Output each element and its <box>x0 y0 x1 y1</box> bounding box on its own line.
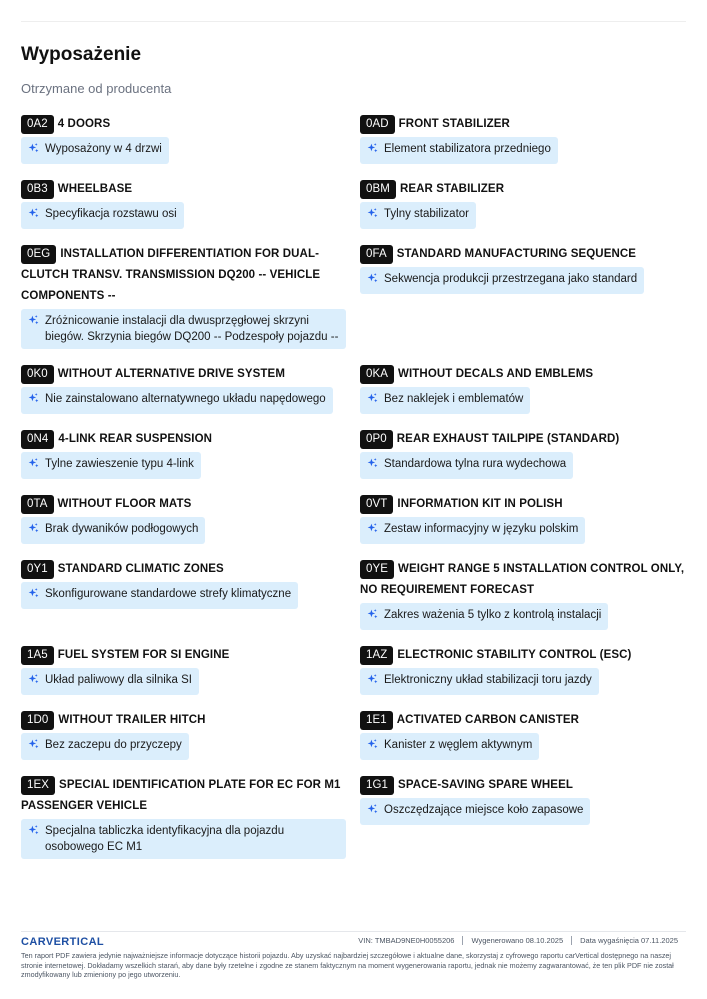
equipment-translation: Specyfikacja rozstawu osi <box>45 208 177 220</box>
equipment-item <box>21 645 346 695</box>
equipment-name: ELECTRONIC STABILITY CONTROL (ESC) <box>397 649 632 661</box>
equipment-code-badge: 0Y1 <box>21 560 54 579</box>
equipment-code-badge: 0B3 <box>21 180 54 199</box>
footer-divider <box>21 931 686 932</box>
sparkle-icon <box>27 586 45 605</box>
equipment-code-badge: 0N4 <box>21 430 54 449</box>
translation-box <box>21 202 184 229</box>
equipment-item <box>21 244 346 349</box>
equipment-translation: Zakres ważenia 5 tylko z kontrolą instalacji <box>384 609 602 621</box>
equipment-code-badge: 0KA <box>360 365 394 384</box>
equipment-code-badge: 1EX <box>21 776 55 795</box>
equipment-code-badge: 0AD <box>360 115 395 134</box>
translation-box <box>21 733 189 760</box>
equipment-item <box>21 494 346 544</box>
equipment-code-badge: 0K0 <box>21 365 54 384</box>
expiry-date: Data wygaśnięcia 07.11.2025 <box>571 936 686 945</box>
equipment-name: SPECIAL IDENTIFICATION PLATE FOR EC FOR M1 PASSENGER VEHICLE <box>21 779 341 812</box>
equipment-header <box>21 775 346 817</box>
equipment-translation: Tylne zawieszenie typu 4-link <box>45 458 194 470</box>
equipment-header <box>360 559 685 601</box>
equipment-item <box>360 494 685 544</box>
equipment-name: STANDARD MANUFACTURING SEQUENCE <box>396 248 637 260</box>
equipment-translation: Standardowa tylna rura wydechowa <box>384 458 567 470</box>
equipment-name: 4-LINK REAR SUSPENSION <box>58 433 213 445</box>
equipment-name: WITHOUT ALTERNATIVE DRIVE SYSTEM <box>57 368 286 380</box>
equipment-item <box>21 179 346 229</box>
sparkle-icon <box>27 206 45 225</box>
equipment-code-badge: 0TA <box>21 495 54 514</box>
sparkle-icon <box>27 391 45 410</box>
sparkle-icon <box>27 313 45 332</box>
equipment-name: WEIGHT RANGE 5 INSTALLATION CONTROL ONLY, NO REQUIREMENT FORECAST <box>360 563 685 596</box>
equipment-translation: Brak dywaników podłogowych <box>45 523 199 535</box>
sparkle-icon <box>366 271 384 290</box>
page-subtitle: Otrzymane od producenta <box>21 81 172 96</box>
equipment-name: REAR EXHAUST TAILPIPE (STANDARD) <box>396 433 620 445</box>
equipment-code-badge: 1A5 <box>21 646 54 665</box>
translation-box <box>360 452 573 479</box>
translation-box <box>360 733 539 760</box>
equipment-name: INSTALLATION DIFFERENTIATION FOR DUAL-CLUTCH TRANSV. TRANSMISSION DQ200 -- VEHICLE COMPONENTS -- <box>21 248 321 302</box>
equipment-header <box>360 364 685 385</box>
equipment-code-badge: 0FA <box>360 245 393 264</box>
translation-box <box>21 387 333 414</box>
equipment-item <box>360 775 685 859</box>
equipment-header <box>21 645 346 666</box>
sparkle-icon <box>366 802 384 821</box>
equipment-header <box>21 114 346 135</box>
equipment-code-badge: 1AZ <box>360 646 393 665</box>
equipment-translation: Układ paliwowy dla silnika SI <box>45 674 193 686</box>
generated-date: Wygenerowano 08.10.2025 <box>462 936 571 945</box>
equipment-item <box>360 710 685 760</box>
equipment-code-badge: 0EG <box>21 245 56 264</box>
carvertical-logo: CARVERTICAL <box>21 936 105 948</box>
equipment-code-badge: 1D0 <box>21 711 54 730</box>
equipment-name: WHEELBASE <box>57 183 133 195</box>
equipment-item <box>21 364 346 414</box>
equipment-translation: Elektroniczny układ stabilizacji toru jazdy <box>384 674 592 686</box>
translation-box <box>21 309 346 349</box>
translation-box <box>360 668 599 695</box>
equipment-translation: Element stabilizatora przedniego <box>384 143 551 155</box>
sparkle-icon <box>27 521 45 540</box>
equipment-code-badge: 1G1 <box>360 776 394 795</box>
equipment-item <box>21 710 346 760</box>
equipment-name: REAR STABILIZER <box>399 183 505 195</box>
sparkle-icon <box>366 456 384 475</box>
disclaimer: Ten raport PDF zawiera jedynie najważniejsze informacje dotyczące historii pojazdu. Aby uzyskać najbardziej szczegółowe i aktualne dane, skorzystaj z cyfrowego raportu carVertical dostępnego na naszej stronie internetowej. Dokładamy wszelkich starań, aby dane były rzetelne i zgodne ze stanem faktycznym na moment wygenerowania raportu, jednak nie możemy zagwarantować, że ten plik PDF nie został zmodyfikowany lub zmieniony po jego utworzeniu. <box>21 951 674 979</box>
equipment-item <box>21 775 346 859</box>
equipment-header <box>21 494 346 515</box>
equipment-translation: Sekwencja produkcji przestrzegana jako standard <box>384 273 638 285</box>
sparkle-icon <box>27 141 45 160</box>
equipment-code-badge: 1E1 <box>360 711 393 730</box>
translation-box <box>360 387 530 414</box>
equipment-item <box>21 429 346 479</box>
equipment-item <box>21 114 346 164</box>
equipment-translation: Zestaw informacyjny w języku polskim <box>384 523 579 535</box>
equipment-translation: Specjalna tabliczka identyfikacyjna dla pojazdu osobowego EC M1 <box>45 825 285 853</box>
equipment-header <box>360 775 685 796</box>
equipment-translation: Zróżnicowanie instalacji dla dwusprzęgłowej skrzyni biegów. Skrzynia biegów DQ200 -- Podzespoły pojazdu -- <box>45 315 339 343</box>
equipment-list <box>21 114 686 874</box>
equipment-name: FUEL SYSTEM FOR SI ENGINE <box>57 649 230 661</box>
equipment-code-badge: 0P0 <box>360 430 393 449</box>
equipment-translation: Wyposażony w 4 drzwi <box>45 143 162 155</box>
equipment-header <box>21 710 346 731</box>
top-divider <box>21 21 686 22</box>
sparkle-icon <box>366 607 384 626</box>
equipment-item <box>360 244 685 349</box>
vin-label: VIN: TMBAD9NE0H0055206 <box>358 936 455 945</box>
sparkle-icon <box>27 737 45 756</box>
equipment-header <box>360 179 685 200</box>
equipment-name: FRONT STABILIZER <box>398 118 510 130</box>
translation-box <box>21 668 199 695</box>
equipment-item <box>360 429 685 479</box>
equipment-code-badge: 0YE <box>360 560 394 579</box>
equipment-item <box>360 364 685 414</box>
equipment-header <box>21 364 346 385</box>
equipment-header <box>21 429 346 450</box>
translation-box <box>360 603 608 630</box>
translation-box <box>360 267 644 294</box>
equipment-code-badge: 0BM <box>360 180 396 199</box>
equipment-header <box>21 179 346 200</box>
equipment-header <box>21 244 346 307</box>
equipment-translation: Oszczędzające miejsce koło zapasowe <box>384 804 584 816</box>
equipment-name: WITHOUT FLOOR MATS <box>57 498 192 510</box>
sparkle-icon <box>366 521 384 540</box>
equipment-translation: Bez naklejek i emblematów <box>384 393 524 405</box>
page-title: Wyposażenie <box>21 44 142 65</box>
equipment-header <box>360 494 685 515</box>
equipment-translation: Tylny stabilizator <box>384 208 470 220</box>
equipment-item <box>360 179 685 229</box>
sparkle-icon <box>27 456 45 475</box>
equipment-name: SPACE-SAVING SPARE WHEEL <box>398 779 573 791</box>
equipment-item <box>21 559 346 630</box>
translation-box <box>360 517 585 544</box>
equipment-name: WITHOUT DECALS AND EMBLEMS <box>398 368 594 380</box>
equipment-header <box>360 114 685 135</box>
equipment-header <box>21 559 346 580</box>
equipment-code-badge: 0A2 <box>21 115 54 134</box>
translation-box <box>21 137 169 164</box>
sparkle-icon <box>366 391 384 410</box>
equipment-header <box>360 244 685 265</box>
equipment-translation: Skonfigurowane standardowe strefy klimatyczne <box>45 588 292 600</box>
equipment-header <box>360 645 685 666</box>
equipment-translation: Kanister z węglem aktywnym <box>384 739 533 751</box>
equipment-name: WITHOUT TRAILER HITCH <box>58 714 206 726</box>
equipment-code-badge: 0VT <box>360 495 393 514</box>
report-meta <box>350 936 686 945</box>
equipment-name: ACTIVATED CARBON CANISTER <box>396 714 580 726</box>
equipment-name: 4 DOORS <box>57 118 111 130</box>
sparkle-icon <box>366 672 384 691</box>
sparkle-icon <box>366 737 384 756</box>
translation-box <box>360 798 590 825</box>
sparkle-icon <box>27 823 45 842</box>
equipment-name: STANDARD CLIMATIC ZONES <box>57 563 224 575</box>
sparkle-icon <box>366 141 384 160</box>
translation-box <box>360 202 476 229</box>
equipment-item <box>360 114 685 164</box>
translation-box <box>360 137 558 164</box>
equipment-header <box>360 429 685 450</box>
equipment-translation: Nie zainstalowano alternatywnego układu napędowego <box>45 393 326 405</box>
equipment-name: INFORMATION KIT IN POLISH <box>397 498 563 510</box>
equipment-item <box>360 559 685 630</box>
translation-box <box>21 517 205 544</box>
translation-box <box>21 819 346 859</box>
equipment-translation: Bez zaczepu do przyczepy <box>45 739 182 751</box>
translation-box <box>21 452 201 479</box>
equipment-header <box>360 710 685 731</box>
sparkle-icon <box>366 206 384 225</box>
equipment-item <box>360 645 685 695</box>
translation-box <box>21 582 298 609</box>
sparkle-icon <box>27 672 45 691</box>
